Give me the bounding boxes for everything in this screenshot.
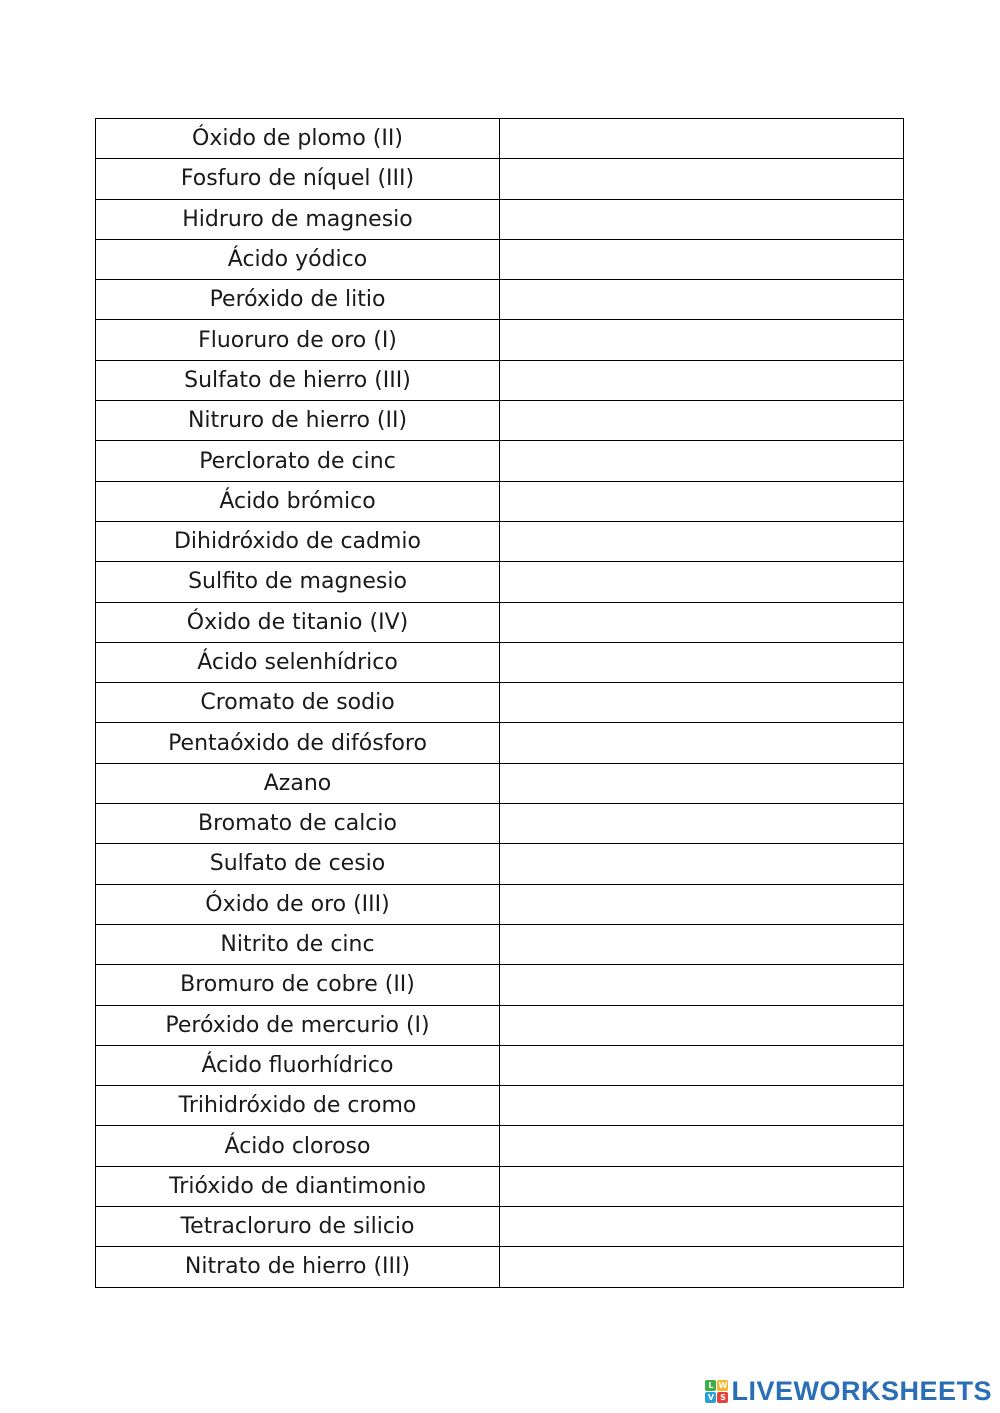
answer-cell xyxy=(500,1207,904,1247)
formula-answer-input[interactable] xyxy=(500,320,903,359)
compound-name: Sulfato de cesio xyxy=(96,844,500,884)
compound-name: Nitruro de hierro (II) xyxy=(96,401,500,441)
compound-name: Ácido fluorhídrico xyxy=(96,1045,500,1085)
formula-answer-input[interactable] xyxy=(500,159,903,198)
answer-cell xyxy=(500,199,904,239)
answer-cell xyxy=(500,1005,904,1045)
table-row xyxy=(96,763,904,803)
formula-answer-input[interactable] xyxy=(500,240,903,279)
answer-cell xyxy=(500,683,904,723)
answer-cell xyxy=(500,844,904,884)
formula-answer-input[interactable] xyxy=(500,683,903,722)
formula-answer-input[interactable] xyxy=(500,200,903,239)
compound-name: Ácido yódico xyxy=(96,239,500,279)
worksheet-rows xyxy=(96,119,904,1288)
table-row xyxy=(96,804,904,844)
table-row xyxy=(96,280,904,320)
table-row xyxy=(96,360,904,400)
compound-name: Sulfito de magnesio xyxy=(96,562,500,602)
answer-cell xyxy=(500,1045,904,1085)
formula-answer-input[interactable] xyxy=(500,723,903,762)
answer-cell xyxy=(500,804,904,844)
compound-name: Ácido cloroso xyxy=(96,1126,500,1166)
answer-cell xyxy=(500,1086,904,1126)
compound-name: Peróxido de mercurio (I) xyxy=(96,1005,500,1045)
liveworksheets-logo-icon xyxy=(705,1380,728,1403)
formula-answer-input[interactable] xyxy=(500,1167,903,1206)
formula-answer-input[interactable] xyxy=(500,603,903,642)
answer-cell xyxy=(500,360,904,400)
table-row xyxy=(96,642,904,682)
table-row xyxy=(96,683,904,723)
liveworksheets-logo xyxy=(705,1376,992,1407)
logo-mark-letter: W xyxy=(718,1381,728,1390)
answer-cell xyxy=(500,159,904,199)
formula-answer-input[interactable] xyxy=(500,804,903,843)
table-row xyxy=(96,481,904,521)
formula-answer-input[interactable] xyxy=(500,764,903,803)
compound-name: Óxido de plomo (II) xyxy=(96,119,500,159)
compound-name: Bromato de calcio xyxy=(96,804,500,844)
logo-mark-letter: V xyxy=(705,1392,716,1403)
compound-name: Peróxido de litio xyxy=(96,280,500,320)
answer-cell xyxy=(500,521,904,561)
compound-name: Tetracloruro de silicio xyxy=(96,1207,500,1247)
table-row xyxy=(96,1005,904,1045)
formula-answer-input[interactable] xyxy=(500,1247,903,1286)
answer-cell xyxy=(500,562,904,602)
table-row xyxy=(96,401,904,441)
formula-answer-input[interactable] xyxy=(500,562,903,601)
logo-mark-letter: L xyxy=(705,1380,716,1391)
compound-name: Hidruro de magnesio xyxy=(96,199,500,239)
answer-cell xyxy=(500,1126,904,1166)
table-row xyxy=(96,602,904,642)
compound-name: Fosfuro de níquel (III) xyxy=(96,159,500,199)
compound-name: Bromuro de cobre (II) xyxy=(96,965,500,1005)
table-row xyxy=(96,1086,904,1126)
answer-cell xyxy=(500,924,904,964)
table-row xyxy=(96,1126,904,1166)
answer-cell xyxy=(500,239,904,279)
compound-name: Ácido brómico xyxy=(96,481,500,521)
formula-answer-input[interactable] xyxy=(500,522,903,561)
formula-answer-input[interactable] xyxy=(500,1046,903,1085)
formula-answer-input[interactable] xyxy=(500,1006,903,1045)
table-row xyxy=(96,965,904,1005)
answer-cell xyxy=(500,884,904,924)
compound-name: Cromato de sodio xyxy=(96,683,500,723)
formula-answer-input[interactable] xyxy=(500,1086,903,1125)
formula-answer-input[interactable] xyxy=(500,280,903,319)
logo-mark-letter: S xyxy=(717,1392,728,1403)
compound-name: Óxido de titanio (IV) xyxy=(96,602,500,642)
answer-cell xyxy=(500,1247,904,1287)
formula-answer-input[interactable] xyxy=(500,119,903,158)
answer-cell xyxy=(500,481,904,521)
formula-answer-input[interactable] xyxy=(500,643,903,682)
answer-cell xyxy=(500,723,904,763)
table-row xyxy=(96,199,904,239)
table-row xyxy=(96,159,904,199)
compound-name: Nitrito de cinc xyxy=(96,924,500,964)
answer-cell xyxy=(500,119,904,159)
compound-name: Trióxido de diantimonio xyxy=(96,1166,500,1206)
formula-answer-input[interactable] xyxy=(500,441,903,480)
compound-name: Óxido de oro (III) xyxy=(96,884,500,924)
table-row xyxy=(96,1247,904,1287)
worksheet-table xyxy=(95,118,904,1288)
formula-answer-input[interactable] xyxy=(500,885,903,924)
compound-name: Trihidróxido de cromo xyxy=(96,1086,500,1126)
answer-cell xyxy=(500,401,904,441)
compound-name: Nitrato de hierro (III) xyxy=(96,1247,500,1287)
table-row xyxy=(96,441,904,481)
table-row xyxy=(96,1045,904,1085)
formula-answer-input[interactable] xyxy=(500,925,903,964)
table-row xyxy=(96,562,904,602)
table-row xyxy=(96,723,904,763)
table-row xyxy=(96,320,904,360)
table-row xyxy=(96,844,904,884)
table-row xyxy=(96,119,904,159)
answer-cell xyxy=(500,1166,904,1206)
formula-answer-input[interactable] xyxy=(500,361,903,400)
compound-name: Sulfato de hierro (III) xyxy=(96,360,500,400)
formula-answer-input[interactable] xyxy=(500,844,903,883)
formula-answer-input[interactable] xyxy=(500,401,903,440)
formula-answer-input[interactable] xyxy=(500,482,903,521)
table-row xyxy=(96,884,904,924)
answer-cell xyxy=(500,763,904,803)
table-row xyxy=(96,1207,904,1247)
answer-cell xyxy=(500,441,904,481)
logo-text: LIVEWORKSHEETS xyxy=(731,1376,992,1406)
answer-cell xyxy=(500,965,904,1005)
answer-cell xyxy=(500,602,904,642)
table-row xyxy=(96,239,904,279)
answer-cell xyxy=(500,280,904,320)
compound-name: Fluoruro de oro (I) xyxy=(96,320,500,360)
answer-cell xyxy=(500,320,904,360)
answer-cell xyxy=(500,642,904,682)
table-row xyxy=(96,521,904,561)
compound-name: Pentaóxido de difósforo xyxy=(96,723,500,763)
table-row xyxy=(96,1166,904,1206)
formula-answer-input[interactable] xyxy=(500,965,903,1004)
compound-name: Perclorato de cinc xyxy=(96,441,500,481)
formula-answer-input[interactable] xyxy=(500,1207,903,1246)
compound-name: Ácido selenhídrico xyxy=(96,642,500,682)
table-row xyxy=(96,924,904,964)
compound-name: Dihidróxido de cadmio xyxy=(96,521,500,561)
formula-answer-input[interactable] xyxy=(500,1126,903,1165)
compound-name: Azano xyxy=(96,763,500,803)
